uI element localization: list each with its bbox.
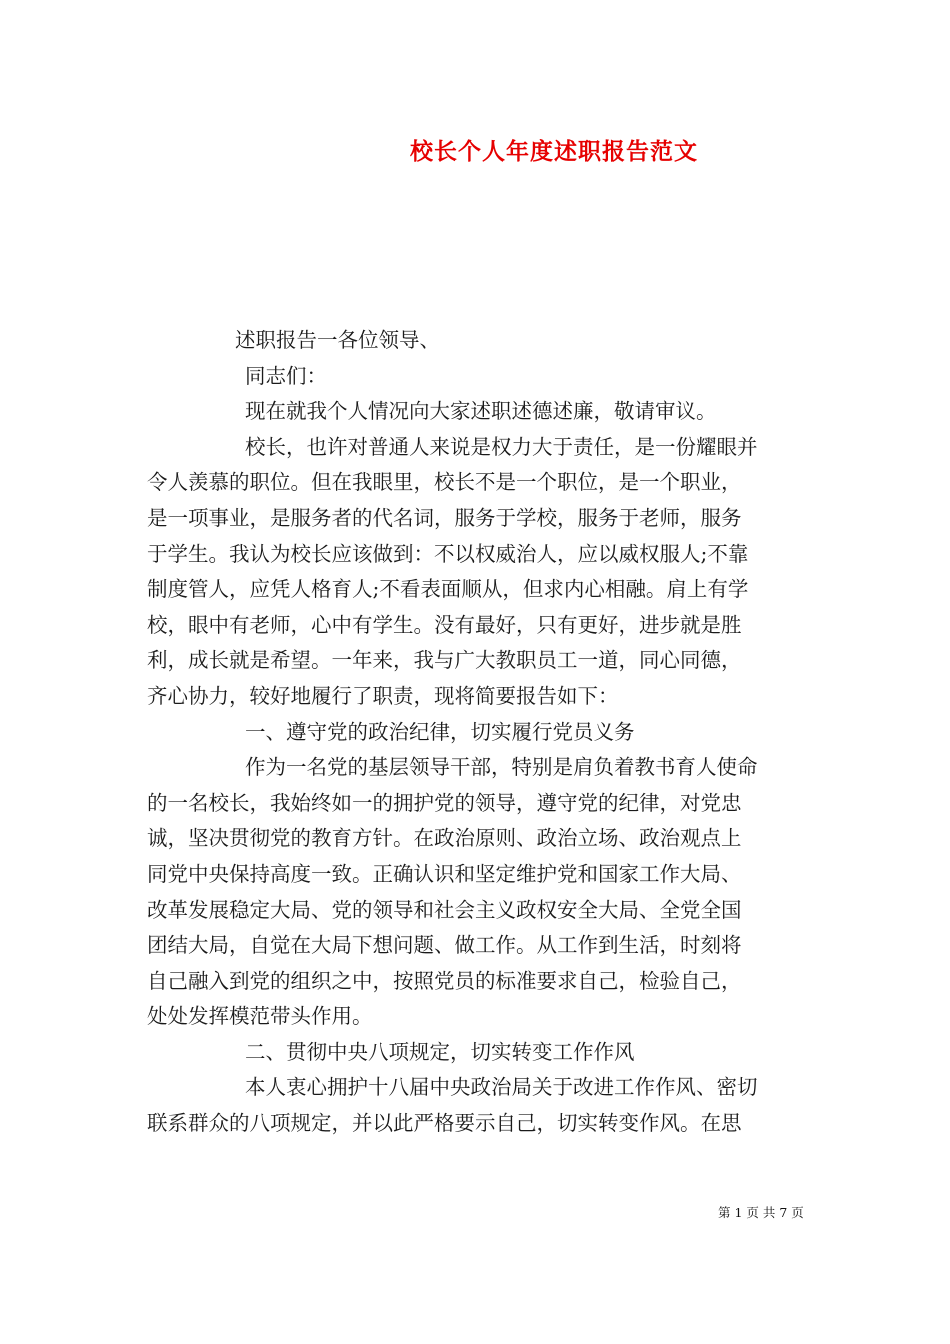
body-line: 校，眼中有老师，心中有学生。没有最好，只有更好，进步就是胜 [147,612,742,637]
body-line: 同志们： [245,363,327,388]
document-body [147,323,807,1142]
body-line: 二、贯彻中央八项规定，切实转变工作作风 [245,1039,635,1064]
body-line: 自己融入到党的组织之中，按照党员的标准要求自己，检验自己， [147,968,742,993]
body-line: 校长，也许对普通人来说是权力大于责任，是一份耀眼并 [245,434,758,459]
body-line: 作为一名党的基层领导干部，特别是肩负着教书育人使命 [245,755,758,780]
body-line: 制度管人，应凭人格育人;不看表面顺从，但求内心相融。肩上有学 [147,577,749,602]
body-line: 述职报告一各位领导、 [235,328,440,352]
body-line: 处处发挥模范带头作用。 [147,1004,373,1029]
body-line: 的一名校长，我始终如一的拥护党的领导，遵守党的纪律，对党忠 [147,790,742,815]
body-line: 利，成长就是希望。一年来，我与广大教职员工一道，同心同德， [147,648,742,673]
body-line: 诚，坚决贯彻党的教育方针。在政治原则、政治立场、政治观点上 [147,826,742,851]
document-title: 校长个人年度述职报告范文 [410,138,698,165]
body-line: 是一项事业，是服务者的代名词，服务于学校，服务于老师，服务 [147,505,742,530]
body-line: 齐心协力，较好地履行了职责，现将简要报告如下： [147,683,619,708]
body-line: 联系群众的八项规定，并以此严格要示自己，切实转变作风。在思 [147,1111,742,1136]
body-line: 于学生。我认为校长应该做到：不以权威治人，应以威权服人;不靠 [147,541,749,566]
body-line: 改革发展稳定大局、党的领导和社会主义政权安全大局、全党全国 [147,897,742,922]
body-line: 令人羡慕的职位。但在我眼里，校长不是一个职位，是一个职业， [147,470,742,495]
body-line: 同党中央保持高度一致。正确认识和坚定维护党和国家工作大局、 [147,861,742,886]
body-line: 现在就我个人情况向大家述职述德述廉，敬请审议。 [245,399,717,424]
body-line: 本人衷心拥护十八届中央政治局关于改进工作作风、密切 [245,1075,758,1100]
body-line: 团结大局，自觉在大局下想问题、做工作。从工作到生活，时刻将 [147,933,742,958]
body-line: 一、遵守党的政治纪律，切实履行党员义务 [245,719,635,744]
page-number-footer: 第 1 页 共 7 页 [718,1205,804,1220]
